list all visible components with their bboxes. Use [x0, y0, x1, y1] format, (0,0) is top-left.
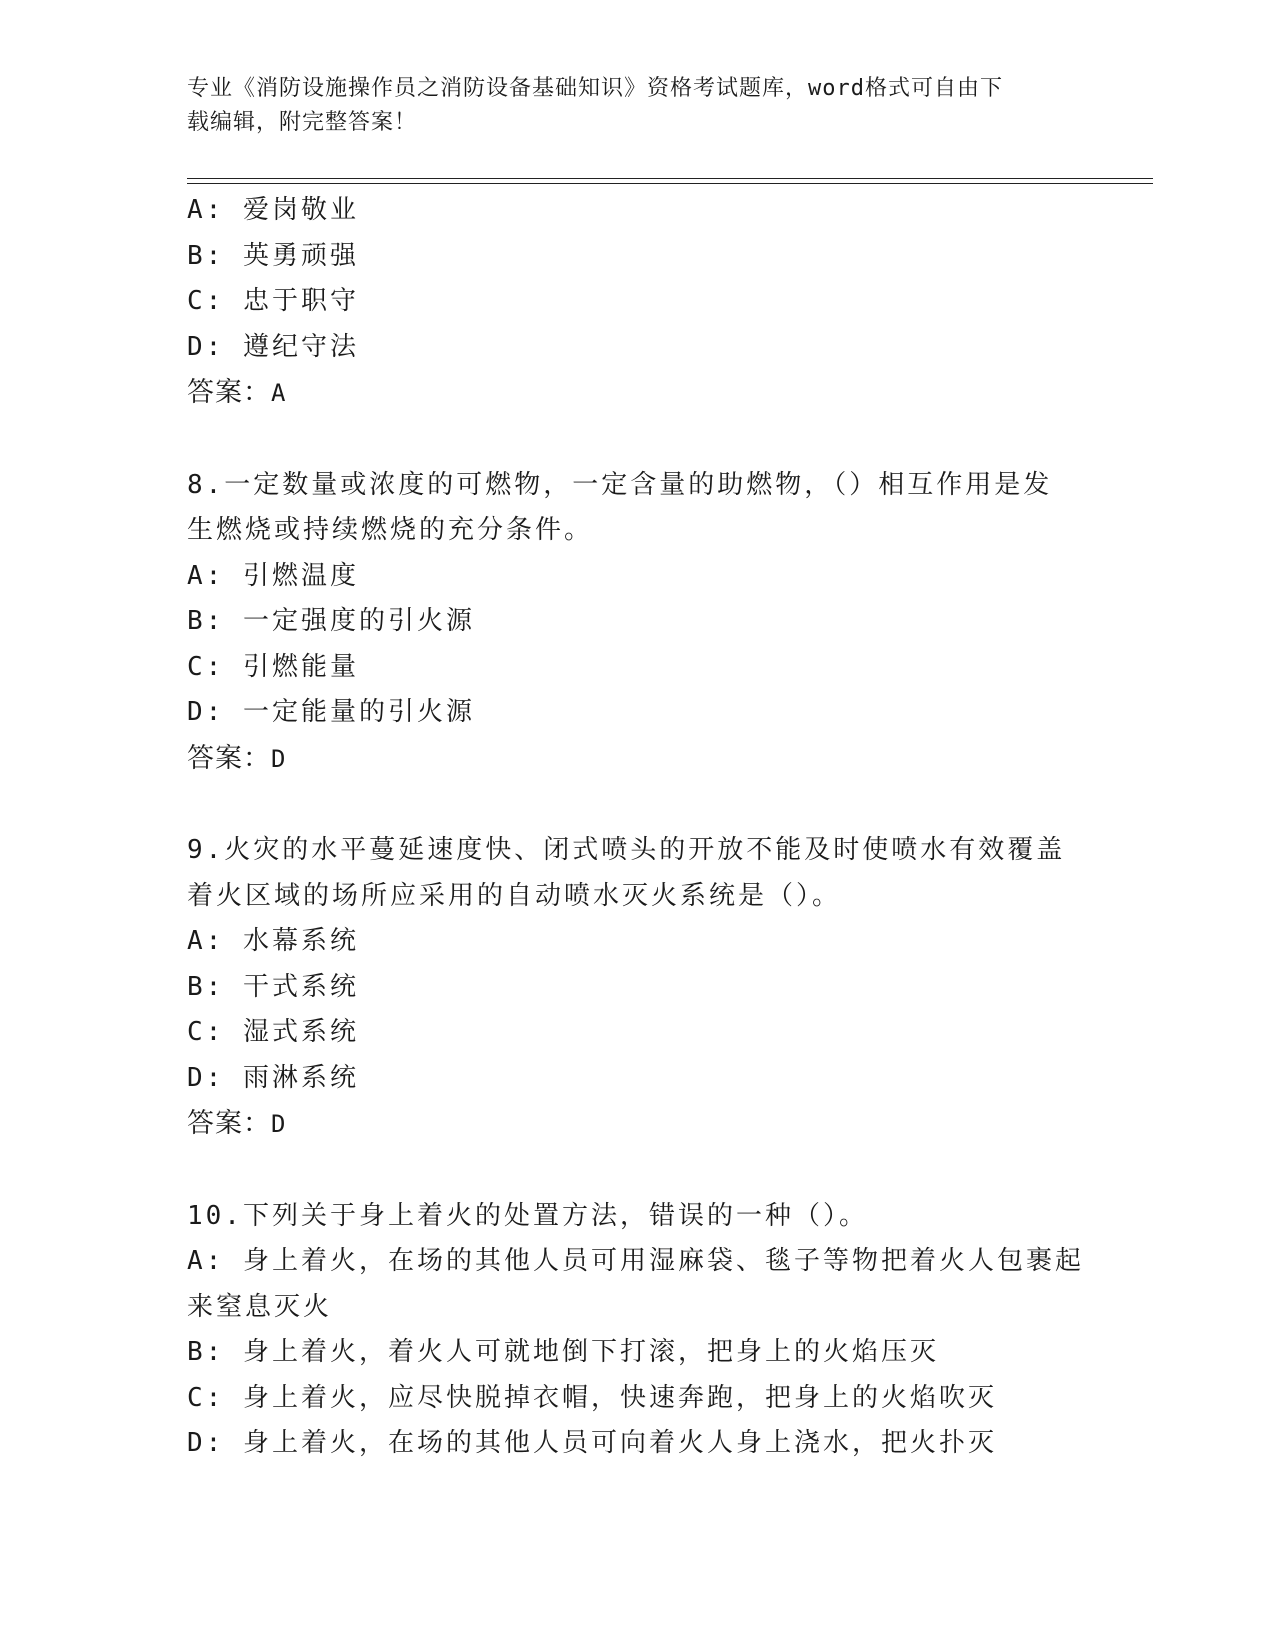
option-a: A: 引燃温度 — [187, 560, 359, 591]
answer-line — [187, 736, 1087, 783]
question-stem-line-2: 生燃烧或持续燃烧的充分条件。 — [187, 515, 594, 545]
option-a: A: 爱岗敬业 — [187, 195, 359, 225]
question-stem-line-2: 着火区域的场所应采用的自动喷水灭火系统是（）。 — [187, 880, 842, 911]
option-b: B: 英勇顽强 — [187, 240, 359, 271]
option-b: B: 一定强度的引火源 — [187, 606, 475, 636]
header-divider-thick — [187, 178, 1153, 179]
header-line-1: 专业《消防设施操作员之消防设备基础知识》资格考试题库，word格式可自由下 — [187, 76, 1003, 101]
question-list — [187, 188, 1087, 1467]
option-a-line-1: A: 身上着火，在场的其他人员可用湿麻袋、毯子等物把着火人包裹起 — [187, 1246, 1084, 1276]
answer-label: 答案： — [187, 377, 271, 408]
header-divider-thin — [187, 183, 1153, 184]
answer-value: A — [271, 379, 287, 407]
option-a: A: 水幕系统 — [187, 926, 359, 956]
option-b: B: 身上着火，着火人可就地倒下打滚，把身上的火焰压灭 — [187, 1337, 939, 1367]
option-c: C: 身上着火，应尽快脱掉衣帽，快速奔跑，把身上的火焰吹灭 — [187, 1382, 997, 1413]
question-10 — [187, 1194, 1087, 1467]
option-c: C: 湿式系统 — [187, 1017, 359, 1047]
answer-line — [187, 1101, 1087, 1148]
answer-value: D — [271, 744, 287, 773]
question-stem-line-1: 10.下列关于身上着火的处置方法，错误的一种（）。 — [187, 1200, 868, 1231]
question-7 — [187, 188, 1087, 417]
answer-label: 答案： — [187, 742, 271, 774]
option-d: D: 遵纪守法 — [187, 331, 359, 362]
header-line-2: 载编辑，附完整答案！ — [187, 110, 418, 135]
option-d: D: 身上着火，在场的其他人员可向着火人身上浇水，把火扑灭 — [187, 1428, 997, 1458]
option-b: B: 干式系统 — [187, 971, 359, 1002]
question-9 — [187, 828, 1087, 1148]
option-d: D: 一定能量的引火源 — [187, 697, 475, 727]
option-a-line-2: 来窒息灭火 — [187, 1291, 333, 1322]
option-c: C: 引燃能量 — [187, 651, 359, 682]
answer-line — [187, 370, 1087, 417]
question-8 — [187, 463, 1087, 783]
answer-value: D — [271, 1110, 287, 1138]
document-header — [187, 72, 1067, 140]
option-c: C: 忠于职守 — [187, 286, 359, 316]
question-stem-line-1: 8.一定数量或浓度的可燃物，一定含量的助燃物，（）相互作用是发 — [187, 469, 1053, 500]
option-d: D: 雨淋系统 — [187, 1062, 359, 1093]
answer-label: 答案： — [187, 1108, 271, 1139]
question-stem-line-1: 9.火灾的水平蔓延速度快、闭式喷头的开放不能及时使喷水有效覆盖 — [187, 835, 1066, 865]
